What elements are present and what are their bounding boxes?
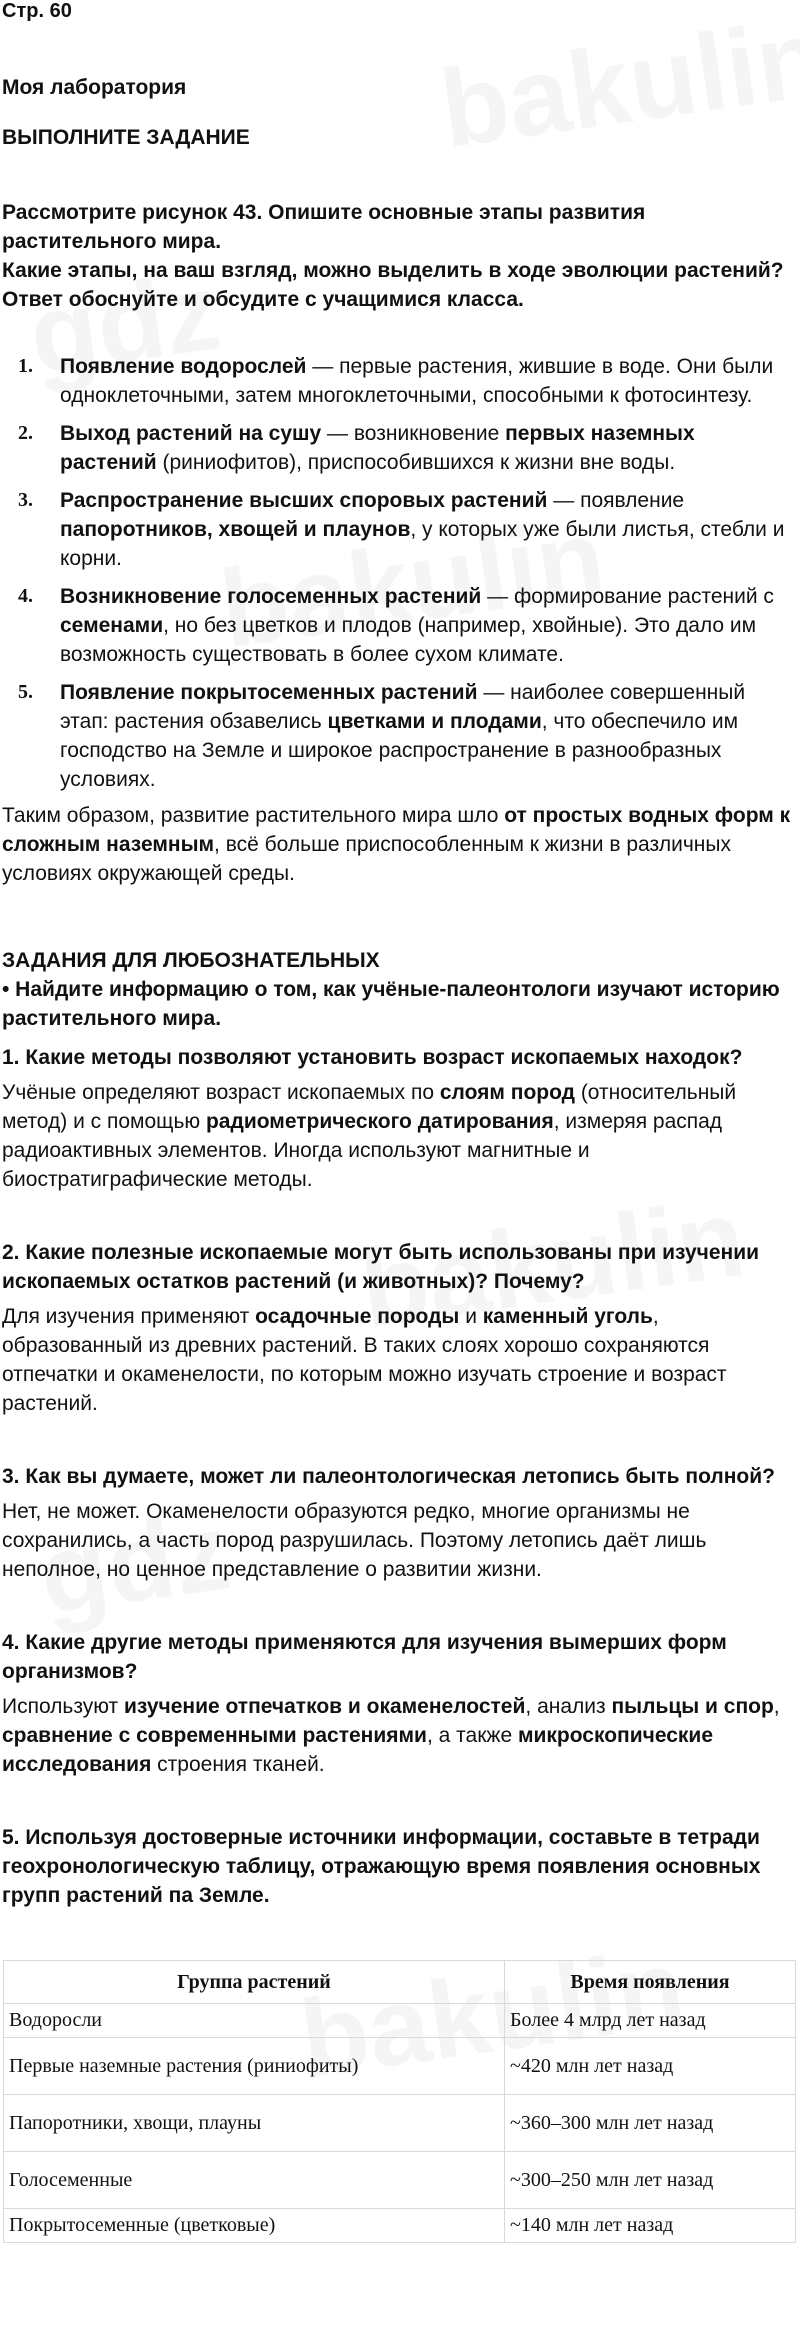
table-cell: Водоросли xyxy=(4,2004,505,2038)
item-text: , у которых уже были листья, стебли и корни. xyxy=(60,518,785,570)
table-cell: Первые наземные растения (риниофиты) xyxy=(4,2038,505,2095)
page-number: Стр. 60 xyxy=(2,0,72,22)
bold-term: Распространение высших споровых растений xyxy=(60,489,548,512)
question-4: 4. Какие другие методы применяются для изучения вымерших форм организмов? xyxy=(2,1631,727,1683)
bold-term: Появление водорослей xyxy=(60,355,307,378)
question-5: 5. Используя достоверные источники информации, составьте в тетради геохронологическую таблицу, отражающую время появления основных групп растений па Земле. xyxy=(2,1826,761,1907)
table-cell: Голосеменные xyxy=(4,2152,505,2209)
bold-term: папоротников, хвощей и плаунов xyxy=(60,518,411,541)
bold-term: слоям пород xyxy=(439,1081,575,1104)
item-text: — формирование растений с xyxy=(481,585,774,608)
item-number: 5. xyxy=(18,681,33,703)
table-header-row xyxy=(4,1961,796,2004)
table-row xyxy=(4,2209,796,2243)
list-item xyxy=(2,352,796,410)
list-item xyxy=(2,582,796,669)
item-text: — возникновение xyxy=(321,422,506,445)
bold-term: осадочные породы xyxy=(255,1305,460,1328)
table-cell: ~360–300 млн лет назад xyxy=(505,2095,796,2152)
item-number: 3. xyxy=(18,489,33,511)
answer-4 xyxy=(2,1692,796,1779)
bold-term: пыльцы и спор xyxy=(611,1695,774,1718)
bold-term: радиометрического датирования xyxy=(205,1110,554,1133)
conclusion-text: Таким образом, развитие растительного мира шло xyxy=(2,804,505,827)
item-number: 1. xyxy=(18,355,33,377)
table-row xyxy=(4,2004,796,2038)
conclusion xyxy=(2,801,796,888)
conclusion-text: , всё больше приспособленным к жизни в различных условиях окружающей среды. xyxy=(2,833,731,885)
prompt-line: Какие этапы, на ваш взгляд, можно выделить в ходе эволюции растений? Ответ обоснуйте и обсудите с учащимися класса. xyxy=(2,259,784,311)
answer-text: строения тканей. xyxy=(151,1753,325,1776)
section-title: ЗАДАНИЯ ДЛЯ ЛЮБОЗНАТЕЛЬНЫХ xyxy=(2,949,380,972)
column-header: Время появления xyxy=(505,1961,796,2004)
geochronology-table xyxy=(3,1960,796,2243)
bold-term: сравнение с современными растениями xyxy=(2,1724,427,1747)
task-prompt xyxy=(2,198,796,314)
task-heading: ВЫПОЛНИТЕ ЗАДАНИЕ xyxy=(2,126,250,149)
answer-text: Используют xyxy=(2,1695,125,1718)
item-text: (риниофитов), приспособившихся к жизни вне воды. xyxy=(156,451,676,474)
table-row xyxy=(4,2095,796,2152)
item-number: 4. xyxy=(18,585,33,607)
answer-text: Для изучения применяют xyxy=(2,1305,256,1328)
answer-3: Нет, не может. Окаменелости образуются редко, многие организмы не сохранились, а часть пород разрушилась. Поэтому летопись даёт лишь неполное, но ценное представление о развитии жизни. xyxy=(2,1500,707,1581)
item-text: , но без цветков и плодов (например, хвойные). Это дало им возможность существовать в более сухом климате. xyxy=(60,614,757,666)
bold-term: Возникновение голосеменных растений xyxy=(60,585,482,608)
bold-term: от простых водных форм к сложным наземным xyxy=(2,804,791,856)
table-row xyxy=(4,2152,796,2209)
bold-term: каменный уголь xyxy=(482,1305,653,1328)
answer-text: , анализ xyxy=(525,1695,612,1718)
answer-1 xyxy=(2,1078,796,1194)
list-item xyxy=(2,678,796,794)
item-text: — первые растения, жившие в воде. Они были одноклеточными, затем многоклеточными, способными к фотосинтезу. xyxy=(60,355,774,407)
answer-text: , измеряя распад радиоактивных элементов. Иногда используют магнитные и биостратиграфические методы. xyxy=(2,1110,723,1191)
bold-term: цветками и плодами xyxy=(327,710,542,733)
table-cell: ~300–250 млн лет назад xyxy=(505,2152,796,2209)
table-cell: Покрытосеменные (цветковые) xyxy=(4,2209,505,2243)
answer-text: (относительный метод) и с помощью xyxy=(2,1081,737,1133)
list-item xyxy=(2,419,796,477)
stages-list xyxy=(2,352,796,794)
bold-term: семенами xyxy=(60,614,164,637)
answer-text: , xyxy=(773,1695,780,1718)
table-cell: Более 4 млрд лет назад xyxy=(505,2004,796,2038)
answer-2 xyxy=(2,1302,796,1418)
bold-term: изучение отпечатков и окаменелостей xyxy=(124,1695,526,1718)
bold-term: Выход растений на сушу xyxy=(60,422,322,445)
answer-text: и xyxy=(459,1305,483,1328)
item-number: 2. xyxy=(18,422,33,444)
list-item xyxy=(2,486,796,573)
question-2: 2. Какие полезные ископаемые могут быть использованы при изучении ископаемых остатков растений (и животных)? Почему? xyxy=(2,1241,760,1293)
bold-term: микроскопические исследования xyxy=(2,1724,714,1776)
table-cell: ~420 млн лет назад xyxy=(505,2038,796,2095)
question-1: 1. Какие методы позволяют установить возраст ископаемых находок? xyxy=(2,1046,743,1069)
table-cell: ~140 млн лет назад xyxy=(505,2209,796,2243)
column-header: Группа растений xyxy=(4,1961,505,2004)
answer-text: , образованный из древних растений. В таких слоях хорошо сохраняются отпечатки и окаменелости, по которым можно изучать строение и возраст растений. xyxy=(2,1305,727,1415)
answer-text: Учёные определяют возраст ископаемых по xyxy=(2,1081,440,1104)
bold-term: первых наземных растений xyxy=(60,422,695,474)
item-text: — появление xyxy=(547,489,685,512)
lab-title: Моя лаборатория xyxy=(2,76,187,99)
answer-text: , а также xyxy=(426,1724,518,1747)
table-cell: Папоротники, хвощи, плауны xyxy=(4,2095,505,2152)
question-3: 3. Как вы думаете, может ли палеонтологическая летопись быть полной? xyxy=(2,1465,775,1488)
item-text: — наиболее совершенный этап: растения обзавелись xyxy=(60,681,746,733)
bold-term: Появление покрытосеменных растений xyxy=(60,681,478,704)
prompt-line: Рассмотрите рисунок 43. Опишите основные этапы развития растительного мира. xyxy=(2,201,646,253)
table-row xyxy=(4,2038,796,2095)
section-intro: • Найдите информацию о том, как учёные-палеонтологи изучают историю растительного мира. xyxy=(2,978,780,1030)
item-text: , что обеспечило им господство на Земле и широкое распространение в разнообразных условиях. xyxy=(60,710,739,791)
